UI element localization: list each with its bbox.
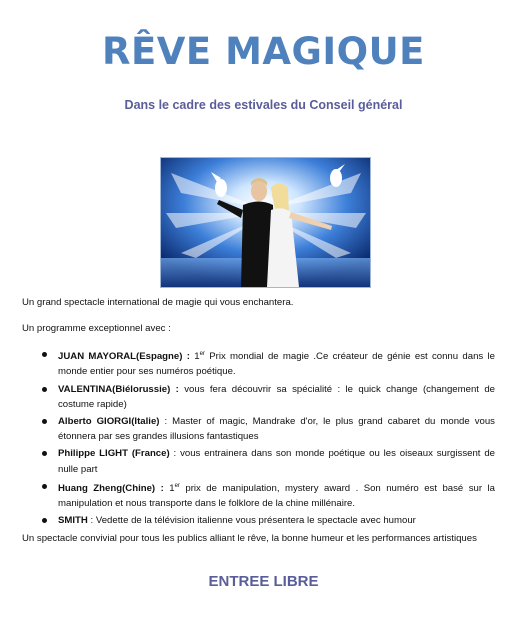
performer-description: : vous entrainera dans son monde poétique ou les oiseaux surgissent de nulle part xyxy=(58,448,495,475)
bullet-icon xyxy=(42,518,47,523)
closing-text: Un spectacle convivial pour tous les publics alliant le rêve, la bonne humeur et les performances artistiques xyxy=(22,533,477,544)
performer-name: JUAN MAYORAL(Espagne) : xyxy=(58,351,190,363)
performer-description: Prix mondial de magie .Ce créateur de génie est connu dans le monde entier pour ses numéros poétique. xyxy=(58,351,495,378)
entry-banner: ENTREE LIBRE xyxy=(208,573,319,590)
performer-name: Philippe LIGHT (France) xyxy=(58,448,170,460)
list-item xyxy=(40,446,495,476)
list-item: Huang Zheng(Chine) : 1er prix de manipulation, mystery award . Son numéro est basé sur la manipulation et nous transporte dans le folklore de la chine millénaire. xyxy=(40,479,495,512)
performer-name: SMITH xyxy=(58,515,88,527)
performer-description: vous fera découvrir sa spécialité : le quick change (changement de costume rapide) xyxy=(58,383,496,410)
bullet-icon xyxy=(42,451,47,456)
bullet-icon xyxy=(42,419,47,424)
list-item: JUAN MAYORAL(Espagne) : 1er Prix mondial de magie .Ce créateur de génie est connu dans le monde entier pour ses numéros poétique. xyxy=(40,347,495,380)
performer-description: : Master of magic, Mandrake d'or, le plus grand cabaret du monde vous étonnera par ses grandes illusions fantastiques xyxy=(58,416,495,443)
list-item xyxy=(40,513,495,528)
performers-photo xyxy=(160,157,371,288)
intro-text: Un grand spectacle international de magie qui vous enchantera. xyxy=(22,297,294,308)
performer-name: Huang Zheng(Chine) : xyxy=(58,483,164,494)
performer-list xyxy=(40,347,495,531)
subtitle: Dans le cadre des estivales du Conseil général xyxy=(124,98,403,112)
performer-description: prix de manipulation, mystery award . Son numéro est basé sur la manipulation et nous transporte dans le folklore de la chine millénaire. xyxy=(58,483,495,510)
bullet-icon xyxy=(42,387,47,392)
bullet-icon xyxy=(42,352,47,357)
programme-heading: Un programme exceptionnel avec : xyxy=(22,323,171,334)
list-item xyxy=(40,382,495,412)
bullet-icon xyxy=(42,484,47,489)
performer-name: Alberto GIORGI(Italie) xyxy=(58,416,160,427)
performer-description: : Vedette de la télévision italienne vous présentera le spectacle avec humour xyxy=(87,515,416,527)
page-title: RÊVE MAGIQUE xyxy=(102,30,425,73)
performer-name: VALENTINA(Biélorussie) : xyxy=(58,383,179,395)
list-item xyxy=(40,414,495,444)
